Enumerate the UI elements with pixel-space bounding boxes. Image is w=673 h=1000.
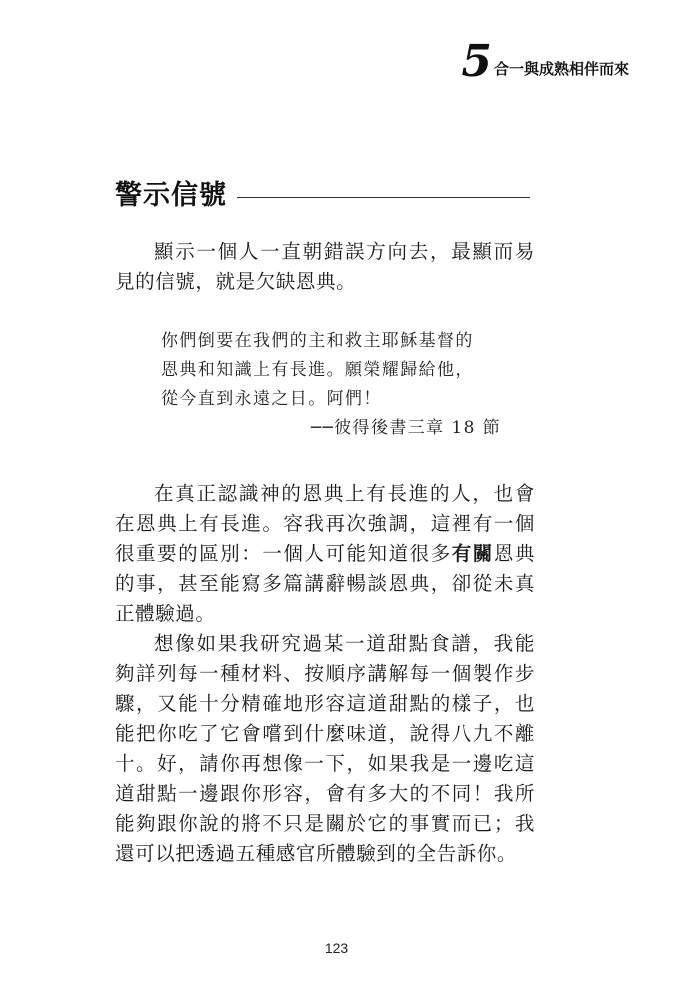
paragraph-dessert-analogy: 想像如果我研究過某一道甜點食譜，我能夠詳列每一種材料、按順序講解每一個製作步驟，又能十分精確地形容這道甜點的樣子，也能把你吃了它會嚐到什麼味道，說得八九不離十。好，請你再想像一下，如果我是一邊吃這道甜點一邊跟你形容，會有多大的不同！我所能夠跟你說的將不只是關於它的事實而已；我還可以把透過五種感官所體驗到的全告訴你。 (115, 632, 535, 865)
page-number: 123 (324, 940, 349, 956)
paragraph-text: 恩典的事，甚至能寫多篇講辭暢談恩典，卻從未真正體驗過。 (115, 542, 535, 625)
chapter-title: 合一與成熟相伴而來 (493, 60, 629, 78)
intro-block (115, 237, 535, 297)
quote-line: 恩典和知識上有長進。願榮耀歸給他， (161, 360, 474, 380)
running-head (461, 36, 629, 87)
section-heading (115, 178, 530, 214)
chapter-number: 5 (461, 36, 492, 87)
section-rule (237, 197, 530, 198)
section-title: 警示信號 (115, 180, 227, 211)
main-text (115, 479, 535, 869)
scripture-quote (161, 327, 501, 443)
quote-line: 你們倒要在我們的主和救主耶穌基督的 (161, 331, 474, 351)
intro-paragraph: 顯示一個人一直朝錯誤方向去，最顯而易見的信號，就是欠缺恩典。 (115, 240, 535, 293)
quote-source: ──彼得後書三章 18 節 (310, 418, 501, 438)
emphasized-word: 有關 (451, 542, 494, 565)
paragraph-text: 在真正認識神的恩典上有長進的人，也會在恩典上有長進。容我再次強調，這裡有一個很重要的區別：一個人可能知道很多 (115, 482, 535, 565)
paragraph-grace-growth (115, 479, 535, 629)
quote-line: 從今直到永遠之日。阿們！ (161, 389, 382, 409)
